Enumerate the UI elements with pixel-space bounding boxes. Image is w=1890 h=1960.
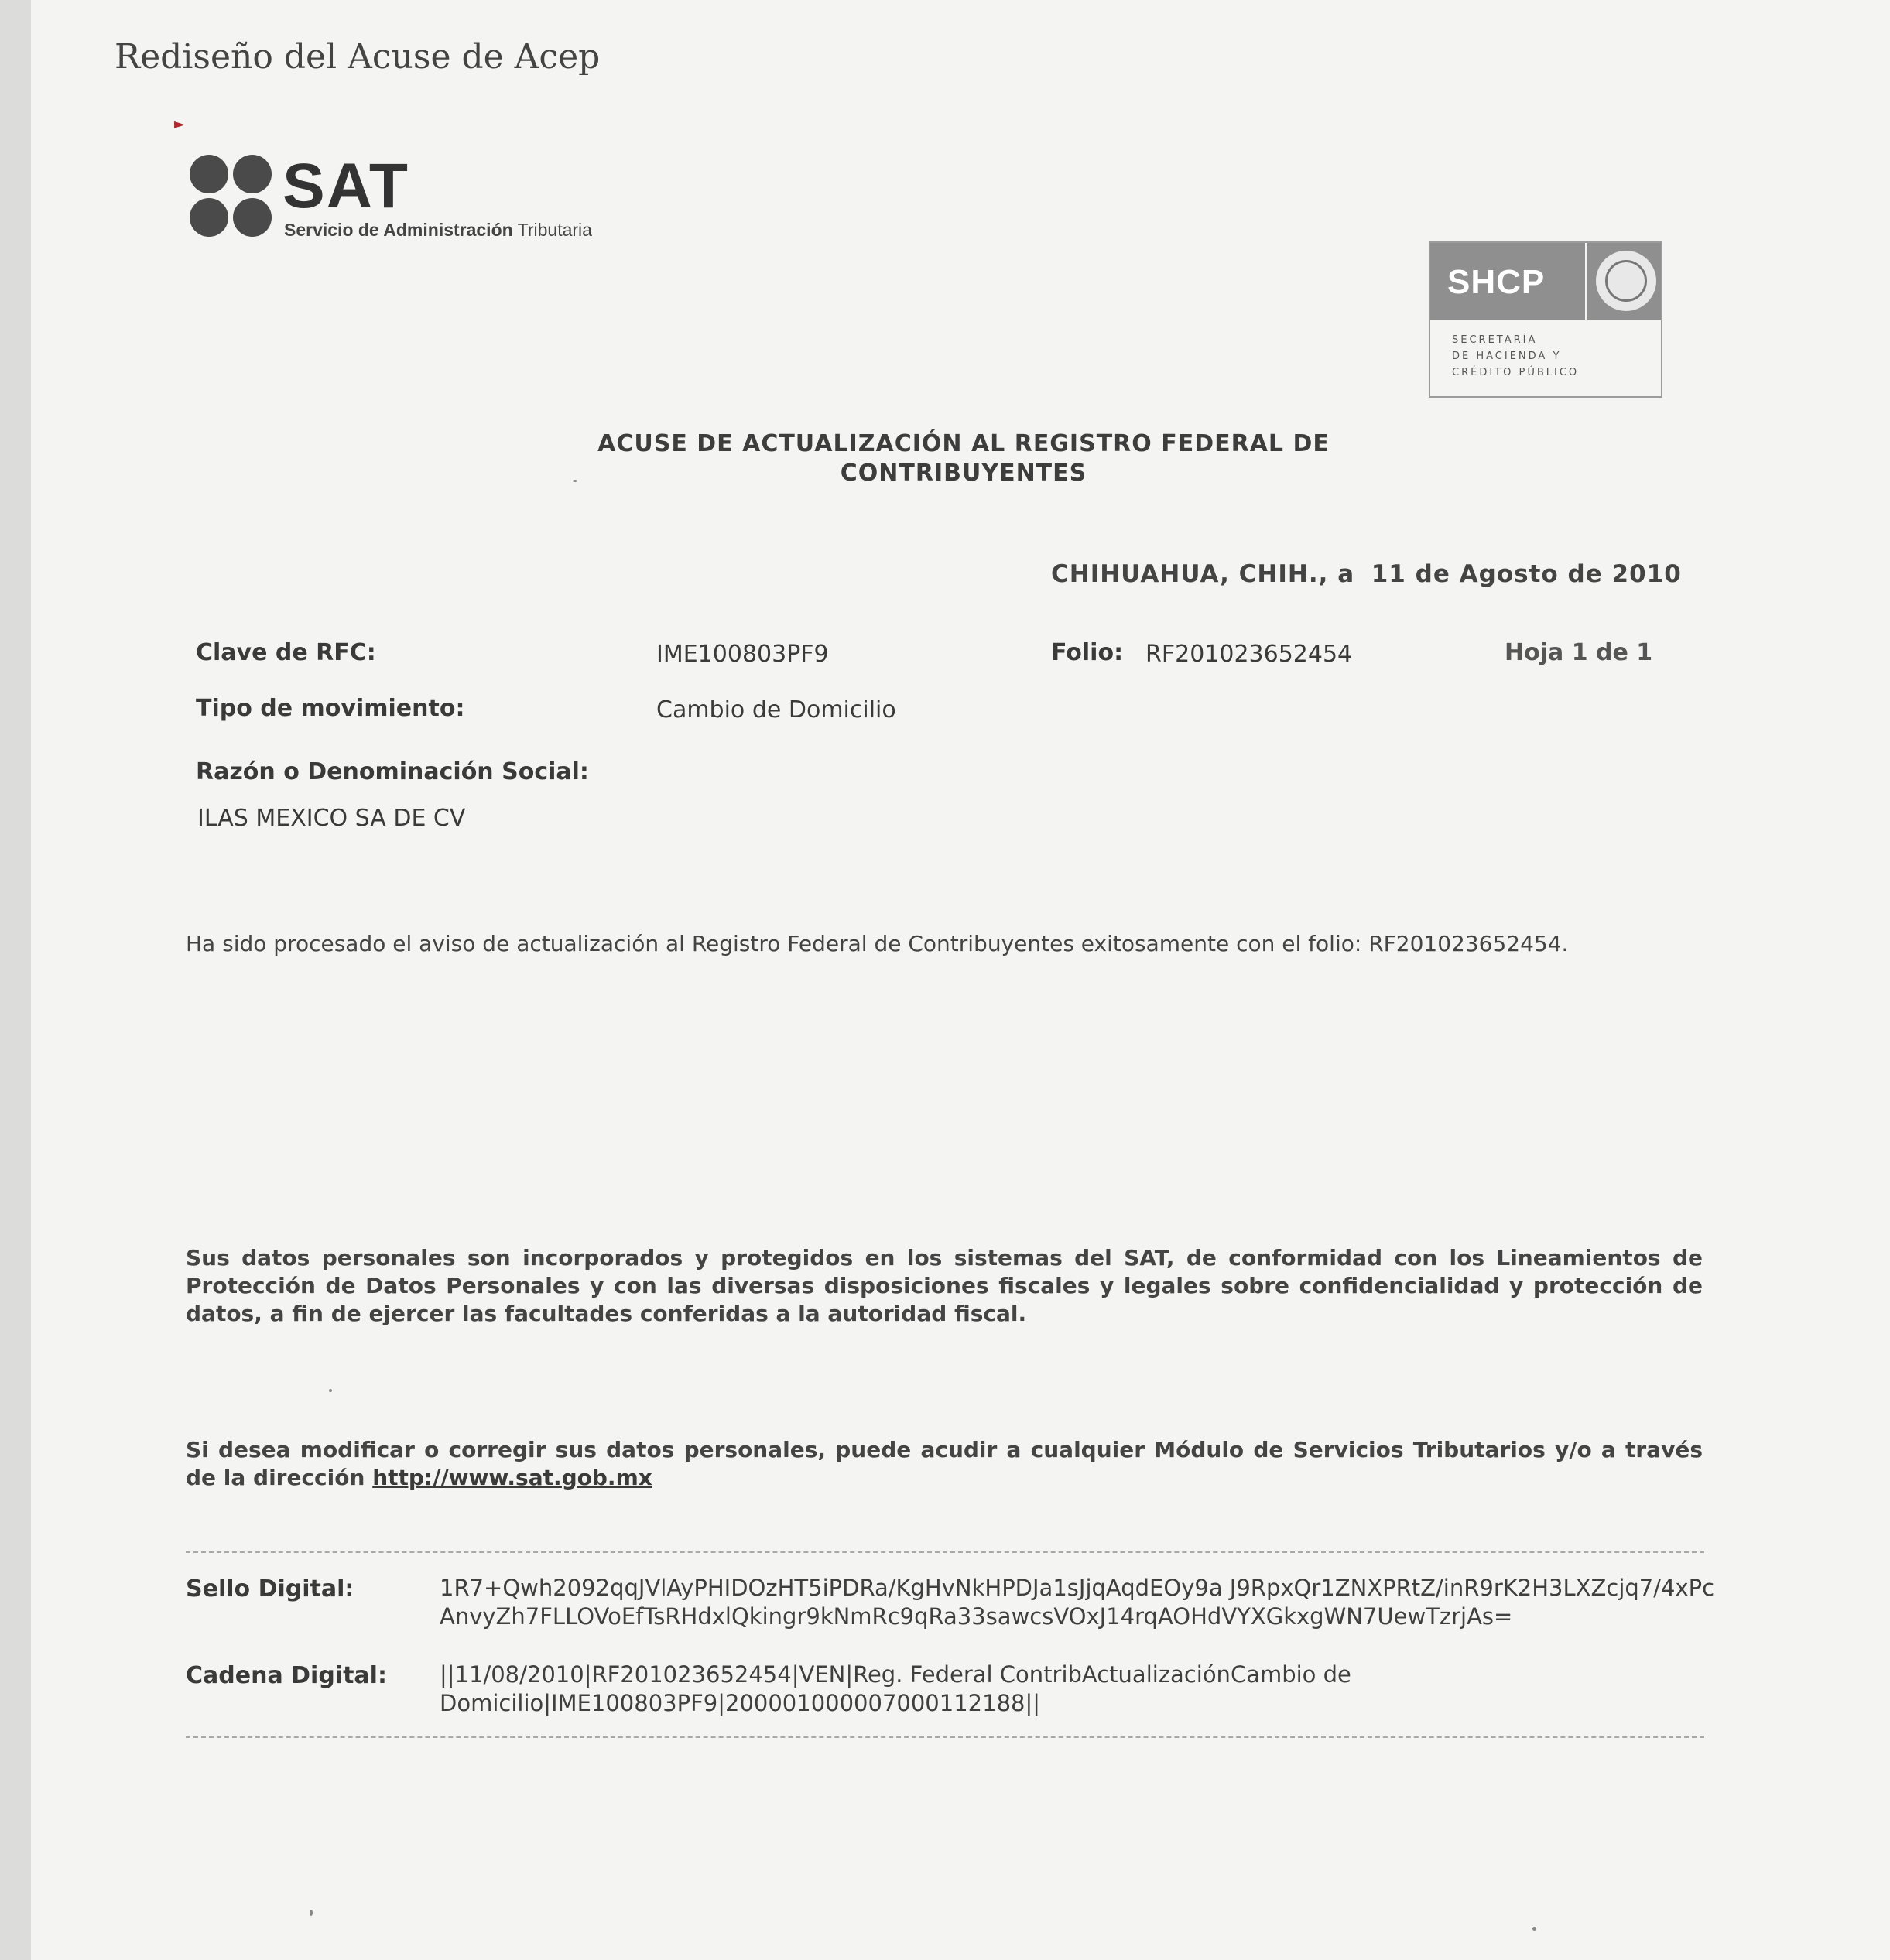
place-date: CHIHUAHUA, CHIH., a 11 de Agosto de 2010 [1051, 560, 1682, 588]
scanned-page [31, 0, 1890, 1960]
scan-speck [310, 1910, 313, 1916]
header-note: Rediseño del Acuse de Acep [115, 37, 601, 77]
company-label: Razón o Denominación Social: [196, 758, 589, 785]
rfc-label: Clave de RFC: [196, 639, 376, 666]
shcp-caption: SECRETARÍA DE HACIENDA Y CRÉDITO PÚBLICO [1452, 334, 1580, 378]
sat-logo [190, 151, 685, 248]
red-arrow-mark: ► [174, 116, 185, 132]
sat-website-link[interactable]: http://www.sat.gob.mx [372, 1465, 652, 1490]
scan-speck [1532, 1927, 1536, 1931]
modify-notice: Si desea modificar o corregir sus datos personales, puede acudir a cualquier Módulo de Servicios Tributarios y/o a través de la dirección http://www.sat.gob.mx [186, 1437, 1703, 1490]
company-value: ILAS MEXICO SA DE CV [197, 805, 466, 832]
top-divider [186, 1551, 1704, 1553]
processed-notice: Ha sido procesado el aviso de actualización al Registro Federal de Contribuyentes exitosamente con el folio: RF201023652454. [186, 931, 1569, 956]
sat-subtitle: Servicio de Administración Tributaria [284, 220, 592, 240]
sello-label: Sello Digital: [186, 1575, 354, 1603]
national-seal-icon [1596, 251, 1656, 311]
privacy-notice: Sus datos personales son incorporados y protegidos en los sistemas del SAT, de conformidad con los Lineamientos de Protección de Datos Personales y con las diversas disposiciones fiscales y legales sobre confidencialidad y protección de datos, a fin de ejercer las facultades conferidas a la autoridad fiscal. [186, 1245, 1703, 1326]
cadena-label: Cadena Digital: [186, 1662, 387, 1689]
bottom-divider [186, 1736, 1704, 1738]
sello-value: 1R7+Qwh2092qqJVlAyPHIDOzHT5iPDRa/KgHvNkHPDJa1sJjqAqdEOy9a J9RpxQr1ZNXPRtZ/inR9rK2H3LXZcjq7/4xPcAnvyZh7FLLOVoEfTsRHdxlQkingr9kNmRc9qRa33sawcsVOxJ14rqAOHdVYXGkxgWN7UewTzrjAs= [440, 1575, 1715, 1630]
folio-value: RF201023652454 [1145, 641, 1353, 668]
page-count: Hoja 1 de 1 [1505, 639, 1653, 666]
shcp-logo [1429, 241, 1662, 398]
sat-dots-icon [190, 155, 275, 240]
folio-label: Folio: [1051, 639, 1124, 666]
scan-speck [573, 480, 577, 482]
scan-speck [329, 1389, 332, 1392]
shcp-wordmark: SHCP [1447, 263, 1546, 301]
movement-value: Cambio de Domicilio [656, 696, 896, 723]
movement-label: Tipo de movimiento: [196, 695, 465, 722]
rfc-value: IME100803PF9 [656, 641, 829, 668]
document-title: ACUSE DE ACTUALIZACIÓN AL REGISTRO FEDERAL DE CONTRIBUYENTES [597, 430, 1330, 487]
cadena-value: ||11/08/2010|RF201023652454|VEN|Reg. Federal ContribActualizaciónCambio de Domicilio|IME100803PF9|200001000007000112188|| [440, 1661, 1351, 1716]
sat-wordmark: SAT [282, 151, 409, 221]
